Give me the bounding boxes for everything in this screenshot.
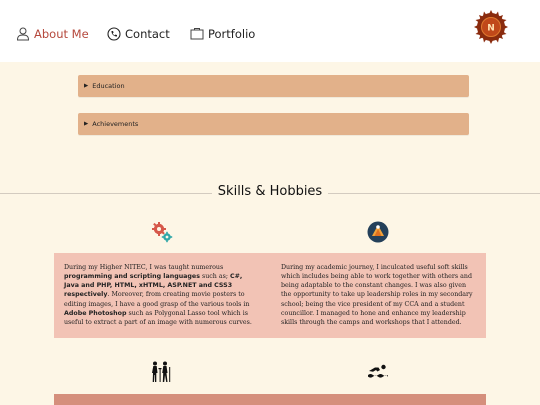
- accordion-education[interactable]: [78, 75, 469, 97]
- site-logo[interactable]: [474, 10, 508, 44]
- accordion-label: Education: [92, 82, 125, 90]
- logo-text: N: [487, 23, 495, 34]
- hobbies-card: [54, 394, 486, 405]
- triangle-right-icon: ▶: [84, 121, 89, 127]
- gears-icon: [150, 221, 174, 243]
- folder-icon: [190, 27, 204, 41]
- skills-hobbies-card: [54, 253, 486, 338]
- person-icon: [16, 27, 30, 41]
- accordion-label: Achievements: [92, 120, 139, 128]
- section-title: [0, 184, 540, 199]
- nav-item-about-me[interactable]: [16, 24, 89, 44]
- nav-item-label: About Me: [34, 27, 89, 41]
- accordion-achievements[interactable]: [78, 113, 469, 135]
- triangle-right-icon: ▶: [84, 83, 89, 89]
- nav-item-contact[interactable]: [107, 24, 170, 44]
- swimming-icon: [367, 364, 389, 378]
- leadership-icon: [367, 221, 389, 243]
- skills-description: During my Higher NITEC, I was taught numerous programming and scripting languages such as; C#, Java and PHP, HTML, xHTML, ASP.NET and CSS3 respectively. Moreover, from creating movie posters to editing images, I have a good grasp of the various tools in Adobe Photoshop such as Polygonal Lasso tool which is useful to extract a part of an image with numerous curves.: [64, 264, 252, 326]
- nav-item-portfolio[interactable]: [190, 24, 255, 44]
- top-navbar: [0, 0, 540, 62]
- leadership-description: During my academic journey, I inculcated useful soft skills which includes being able to work together with others and being adaptable to the constant changes. I was also given the opportunity to take up leadership roles in my secondary school; being the vice president of my CCA and a student councillor. I managed to hone and enhance my leadership skills through the camps and workshops that I attended.: [281, 264, 473, 326]
- section-title-text: Skills & Hobbies: [212, 184, 328, 199]
- nav-item-label: Portfolio: [208, 27, 256, 41]
- hiking-icon: [150, 361, 174, 383]
- phone-icon: [107, 27, 121, 41]
- nav-item-label: Contact: [125, 27, 170, 41]
